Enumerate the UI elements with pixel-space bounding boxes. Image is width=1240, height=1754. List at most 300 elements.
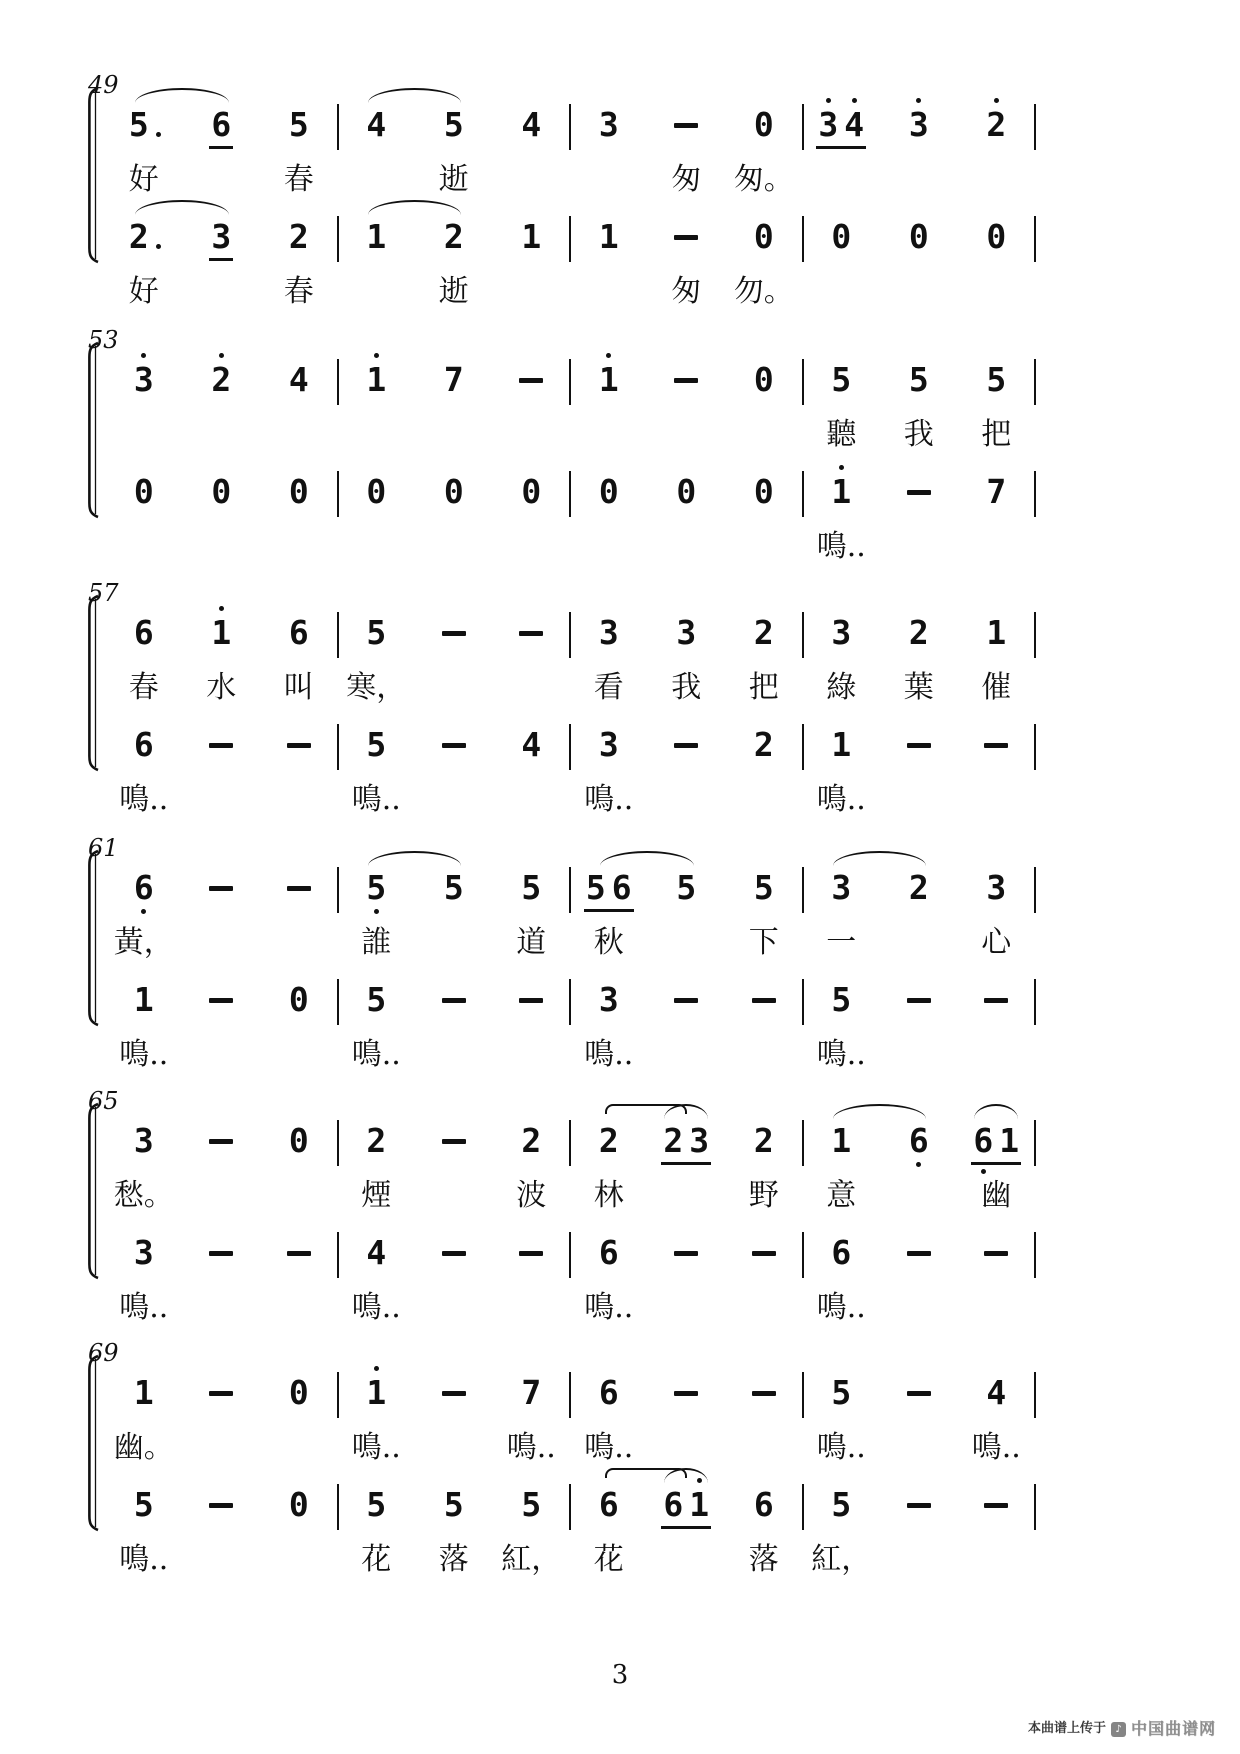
- measure: [105, 86, 338, 150]
- note-group: [132, 614, 156, 654]
- note: [366, 1122, 386, 1160]
- note-group: [364, 726, 388, 766]
- note-digit: 0: [288, 472, 309, 511]
- lyric: 匆: [671, 274, 702, 309]
- lyric-measure: [338, 413, 571, 457]
- dash-cell: [183, 726, 261, 770]
- note-digit: 1: [689, 1485, 710, 1524]
- measure: [105, 1354, 338, 1418]
- note: [676, 869, 696, 907]
- duration-dash: [442, 743, 466, 748]
- note-digit: 1: [831, 725, 852, 764]
- system-bracket: [86, 849, 102, 1031]
- note-group: [287, 1374, 311, 1414]
- note-cell: [105, 869, 183, 913]
- note: [986, 869, 1006, 907]
- octave-dot-above: [839, 465, 844, 470]
- note-cell: [105, 1374, 183, 1418]
- duration-dash: [287, 886, 311, 891]
- note: [909, 1122, 929, 1160]
- note: [831, 981, 851, 1019]
- duration-dash: [907, 1503, 931, 1508]
- duration-dash: [752, 998, 776, 1003]
- note-group: [287, 1486, 311, 1526]
- note-group: [829, 1486, 853, 1526]
- lyric-measure: [570, 1538, 803, 1582]
- measure: [105, 341, 338, 405]
- note: [521, 473, 541, 511]
- note-digit: 2: [366, 1121, 387, 1160]
- note-digit: 5: [443, 868, 464, 907]
- note-group: [132, 726, 156, 766]
- note-digit: 1: [211, 613, 232, 652]
- note: [599, 726, 619, 764]
- lyric: 匆。: [733, 162, 794, 197]
- note-cell: [725, 726, 803, 770]
- measure: [803, 341, 1036, 405]
- dash-cell: [183, 1374, 261, 1418]
- lyric: [803, 270, 881, 314]
- note-digit: 5: [831, 980, 852, 1019]
- notes-row-v2: [105, 961, 1035, 1025]
- lyric-measure: [803, 525, 1036, 569]
- lyric-measure: [338, 666, 571, 710]
- note-group: [674, 869, 698, 909]
- lyric-measure: [570, 666, 803, 710]
- duration-dash: [442, 631, 466, 636]
- note-digit: 2: [986, 105, 1007, 144]
- notes-row-v2: [105, 1466, 1035, 1530]
- note-group: [907, 218, 931, 258]
- note-digit: 0: [753, 472, 774, 511]
- lyrics-row-l2: [105, 525, 1035, 569]
- measure: [105, 1214, 338, 1278]
- note-cell: [958, 614, 1036, 658]
- measure: [570, 1214, 803, 1278]
- note-digit: 1: [366, 217, 387, 256]
- note-digit: 5: [366, 868, 387, 907]
- note: [831, 1486, 851, 1524]
- lyric-measure: [338, 270, 571, 314]
- dash-cell: [880, 726, 958, 770]
- lyric: [725, 413, 803, 457]
- note-digit: 3: [598, 613, 619, 652]
- note-group: [752, 361, 776, 401]
- beamed-note-group: [209, 218, 233, 261]
- lyric: [260, 1174, 338, 1218]
- note: [663, 1122, 683, 1160]
- note-cell: [183, 614, 261, 658]
- dash-cell: [493, 981, 571, 1025]
- note-group: [984, 869, 1008, 909]
- lyric: 我: [903, 417, 934, 452]
- note-cell: [803, 869, 881, 913]
- lyric: 鳴..: [816, 1430, 866, 1465]
- note: [599, 981, 619, 1019]
- measure: [105, 198, 338, 262]
- note-digit: 0: [676, 472, 697, 511]
- note-group: [519, 1122, 543, 1162]
- note-group: [132, 1122, 156, 1162]
- note-group: [907, 1122, 931, 1162]
- measure: [803, 594, 1036, 658]
- note: [676, 473, 696, 511]
- note: [831, 1122, 851, 1160]
- slur-arc: [368, 88, 462, 103]
- note: [986, 473, 1006, 511]
- note-cell: [105, 1234, 183, 1278]
- note-cell: [415, 106, 493, 150]
- note: [689, 1122, 709, 1160]
- measure: [570, 1466, 803, 1530]
- note-digit: 0: [288, 1485, 309, 1524]
- lyric: [648, 1426, 726, 1470]
- dash-cell: [415, 981, 493, 1025]
- note-group: [829, 869, 853, 909]
- measure: [803, 198, 1036, 262]
- note: [754, 1122, 774, 1160]
- dash-cell: [183, 869, 261, 913]
- note: [134, 1234, 154, 1272]
- note-cell: [415, 218, 493, 262]
- lyric: 鳴..: [584, 1290, 634, 1325]
- note: [831, 361, 851, 399]
- note-digit: 5: [521, 1485, 542, 1524]
- lyric-measure: [338, 1426, 571, 1470]
- lyric: [415, 525, 493, 569]
- note-digit: 1: [521, 217, 542, 256]
- note-cell: [570, 361, 648, 405]
- note-cell: [725, 1486, 803, 1530]
- note-digit: 5: [831, 1485, 852, 1524]
- note: [366, 473, 386, 511]
- note: [754, 473, 774, 511]
- note-cell: [338, 1122, 416, 1166]
- notes-row-v1: [105, 86, 1035, 150]
- note: [134, 614, 154, 652]
- duration-dash: [209, 886, 233, 891]
- lyric: [105, 525, 183, 569]
- note-digit: 6: [211, 105, 232, 144]
- note-digit: 5: [288, 105, 309, 144]
- dash-cell: [260, 1234, 338, 1278]
- note-digit: 4: [986, 1373, 1007, 1412]
- note-digit: 0: [288, 980, 309, 1019]
- lyric: 落: [438, 1542, 469, 1577]
- note: [612, 869, 632, 907]
- lyric-measure: [803, 921, 1036, 965]
- note-digit: 5: [443, 105, 464, 144]
- note-cell: [648, 614, 726, 658]
- lyric-measure: [803, 413, 1036, 457]
- notes-row-v1: [105, 849, 1035, 913]
- lyric: 下: [748, 925, 779, 960]
- duration-dash: [984, 1503, 1008, 1508]
- lyric: [725, 525, 803, 569]
- note: [754, 1486, 774, 1524]
- lyric: [725, 1033, 803, 1077]
- note-digit: 6: [753, 1485, 774, 1524]
- note-digit: 3: [598, 980, 619, 1019]
- note-cell: [803, 1374, 881, 1418]
- note-cell: [725, 869, 803, 913]
- slur-arc: [135, 88, 229, 103]
- barline: [1034, 979, 1036, 1025]
- page-number: 3: [611, 1660, 629, 1690]
- note: [134, 1374, 154, 1412]
- note-digit: 2: [908, 613, 929, 652]
- dash-cell: [880, 981, 958, 1025]
- dash-cell: [183, 981, 261, 1025]
- note-group: [132, 1234, 156, 1274]
- system: [88, 1086, 1035, 1336]
- note-cell: [338, 1374, 416, 1418]
- note: [754, 218, 774, 256]
- barline: [1034, 724, 1036, 770]
- lyric: [415, 666, 493, 710]
- lyric-measure: [570, 525, 803, 569]
- note-group: [597, 981, 621, 1021]
- note-group: [287, 218, 311, 258]
- note-group: [829, 218, 853, 258]
- notes-row-v1: [105, 341, 1035, 405]
- lyric-measure: [105, 921, 338, 965]
- note-digit: 0: [211, 472, 232, 511]
- note-digit: 7: [443, 360, 464, 399]
- note: [909, 106, 929, 144]
- measure: [803, 849, 1036, 913]
- note-digit: 2: [443, 217, 464, 256]
- note-digit: 2: [753, 613, 774, 652]
- music-note-icon: ♪: [1111, 1722, 1126, 1737]
- note-group: [364, 218, 388, 258]
- note-cell: [338, 981, 416, 1025]
- lyric: 綠: [826, 670, 857, 705]
- note: [134, 361, 154, 399]
- note: [831, 1374, 851, 1412]
- lyric: 好: [128, 274, 159, 309]
- note: [521, 218, 541, 256]
- note-cell: [338, 218, 416, 262]
- duration-dash: [907, 998, 931, 1003]
- duration-dash: [287, 1251, 311, 1256]
- note: [366, 726, 386, 764]
- lyric: 鳴..: [584, 1430, 634, 1465]
- lyric: [958, 778, 1036, 822]
- note-digit: 6: [611, 868, 632, 907]
- note-digit: 7: [986, 472, 1007, 511]
- lyric: [570, 413, 648, 457]
- notes-row-v2: [105, 706, 1035, 770]
- measure: [338, 594, 571, 658]
- note-group: [364, 1486, 388, 1526]
- note: [289, 106, 309, 144]
- lyric: [338, 525, 416, 569]
- lyric: 春: [283, 162, 314, 197]
- duration-dash: [752, 1391, 776, 1396]
- duration-dash: [209, 1139, 233, 1144]
- dash-cell: [725, 981, 803, 1025]
- note-cell: [260, 1486, 338, 1530]
- measure: [570, 341, 803, 405]
- note-digit: 5: [986, 360, 1007, 399]
- lyric: 鳴..: [584, 782, 634, 817]
- lyric: 鳴..: [971, 1430, 1021, 1465]
- note: [521, 106, 541, 144]
- dash-cell: [493, 1234, 571, 1278]
- lyrics-row-l2: [105, 1538, 1035, 1582]
- note-cell: [493, 106, 571, 150]
- note-cell: [338, 106, 416, 150]
- lyrics-row-l1: [105, 1426, 1035, 1470]
- lyric: [803, 158, 881, 202]
- note-digit: 1: [986, 613, 1007, 652]
- note-group: [132, 473, 156, 513]
- slur-arc: [368, 200, 462, 215]
- dash-cell: [880, 473, 958, 517]
- note-group: [519, 726, 543, 766]
- note-group: [829, 473, 853, 513]
- note: [366, 1234, 386, 1272]
- measure: [105, 706, 338, 770]
- note: [134, 1486, 154, 1524]
- note: [599, 361, 619, 399]
- dash-cell: [958, 981, 1036, 1025]
- note-group: [209, 614, 233, 654]
- note-group: [287, 361, 311, 401]
- note-digit: 1: [366, 1373, 387, 1412]
- note-group: [209, 473, 233, 513]
- note-digit: 3: [831, 613, 852, 652]
- lyric: [260, 413, 338, 457]
- note: [444, 869, 464, 907]
- lyric: 花: [361, 1542, 392, 1577]
- note-cell: [338, 361, 416, 405]
- watermark: [1028, 1720, 1216, 1738]
- note-cell: [803, 1486, 881, 1530]
- lyric-measure: [803, 158, 1036, 202]
- note-digit: 2: [753, 725, 774, 764]
- measure: [338, 961, 571, 1025]
- lyric: [648, 1174, 726, 1218]
- note: [366, 1374, 386, 1412]
- note-cell: [105, 1122, 183, 1166]
- lyric-measure: [803, 1033, 1036, 1077]
- lyric: [958, 525, 1036, 569]
- note-cell: [415, 473, 493, 517]
- note-cell: [338, 473, 416, 517]
- note-cell: [570, 1234, 648, 1278]
- octave-dot-above: [219, 606, 224, 611]
- lyric: 花: [593, 1542, 624, 1577]
- lyric: [260, 1426, 338, 1470]
- lyric: 把: [981, 417, 1012, 452]
- note-group: [984, 473, 1008, 513]
- note-group: [752, 106, 776, 146]
- note-digit: 6: [133, 613, 154, 652]
- note: [211, 614, 231, 652]
- note: [129, 106, 149, 144]
- measure-number: 57: [88, 579, 119, 607]
- lyric: [415, 1426, 493, 1470]
- octave-dot-below: [141, 909, 146, 914]
- system-bracket: [86, 594, 102, 776]
- note-group: [287, 1122, 311, 1162]
- lyric: [415, 413, 493, 457]
- note-group: [907, 106, 931, 146]
- dash-cell: [415, 726, 493, 770]
- beamed-note-group: [209, 106, 233, 149]
- note: [999, 1122, 1019, 1160]
- octave-dot-above: [141, 353, 146, 358]
- note: [211, 473, 231, 511]
- note-group: [127, 218, 151, 258]
- lyric: [415, 1174, 493, 1218]
- dash-cell: [648, 1374, 726, 1418]
- note: [986, 614, 1006, 652]
- note-digit: 6: [133, 725, 154, 764]
- note-group: [752, 726, 776, 766]
- lyric: [260, 1538, 338, 1582]
- note-cell: [493, 1374, 571, 1418]
- lyric: 逝: [438, 162, 469, 197]
- note-group: [907, 614, 931, 654]
- lyric: 意: [826, 1178, 857, 1213]
- dash-cell: [183, 1486, 261, 1530]
- lyric: [493, 158, 571, 202]
- note: [211, 106, 231, 144]
- lyric: 紅，: [501, 1542, 562, 1577]
- duration-dash: [442, 1391, 466, 1396]
- dash-cell: [260, 869, 338, 913]
- system-bracket: [86, 86, 102, 268]
- note-digit: 0: [288, 1121, 309, 1160]
- note-digit: 5: [366, 725, 387, 764]
- lyric: 鳴..: [816, 529, 866, 564]
- beamed-note-group: [661, 1122, 711, 1165]
- octave-dot-above: [826, 98, 831, 103]
- dash-cell: [958, 1234, 1036, 1278]
- measure: [570, 1102, 803, 1166]
- measure: [105, 453, 338, 517]
- note-cell: [260, 981, 338, 1025]
- system: [88, 70, 1035, 320]
- note-digit: 5: [676, 868, 697, 907]
- lyric: [725, 1286, 803, 1330]
- lyric: 一: [826, 925, 857, 960]
- duration-dash: [752, 1251, 776, 1256]
- note-cell: [105, 473, 183, 517]
- note-group: [287, 106, 311, 146]
- lyric: [648, 778, 726, 822]
- note-cell: [880, 218, 958, 262]
- system: [88, 1338, 1035, 1588]
- note-digit: 0: [753, 360, 774, 399]
- lyric: [570, 270, 648, 314]
- lyric: [880, 1033, 958, 1077]
- note-group: [829, 1122, 853, 1162]
- note: [444, 1486, 464, 1524]
- lyric-measure: [338, 778, 571, 822]
- note-cell: [958, 869, 1036, 913]
- dash-cell: [958, 726, 1036, 770]
- lyric: 把: [748, 670, 779, 705]
- measure: [338, 341, 571, 405]
- lyric: [415, 921, 493, 965]
- duration-dash: [907, 490, 931, 495]
- note-cell: [260, 218, 338, 262]
- dash-cell: [648, 726, 726, 770]
